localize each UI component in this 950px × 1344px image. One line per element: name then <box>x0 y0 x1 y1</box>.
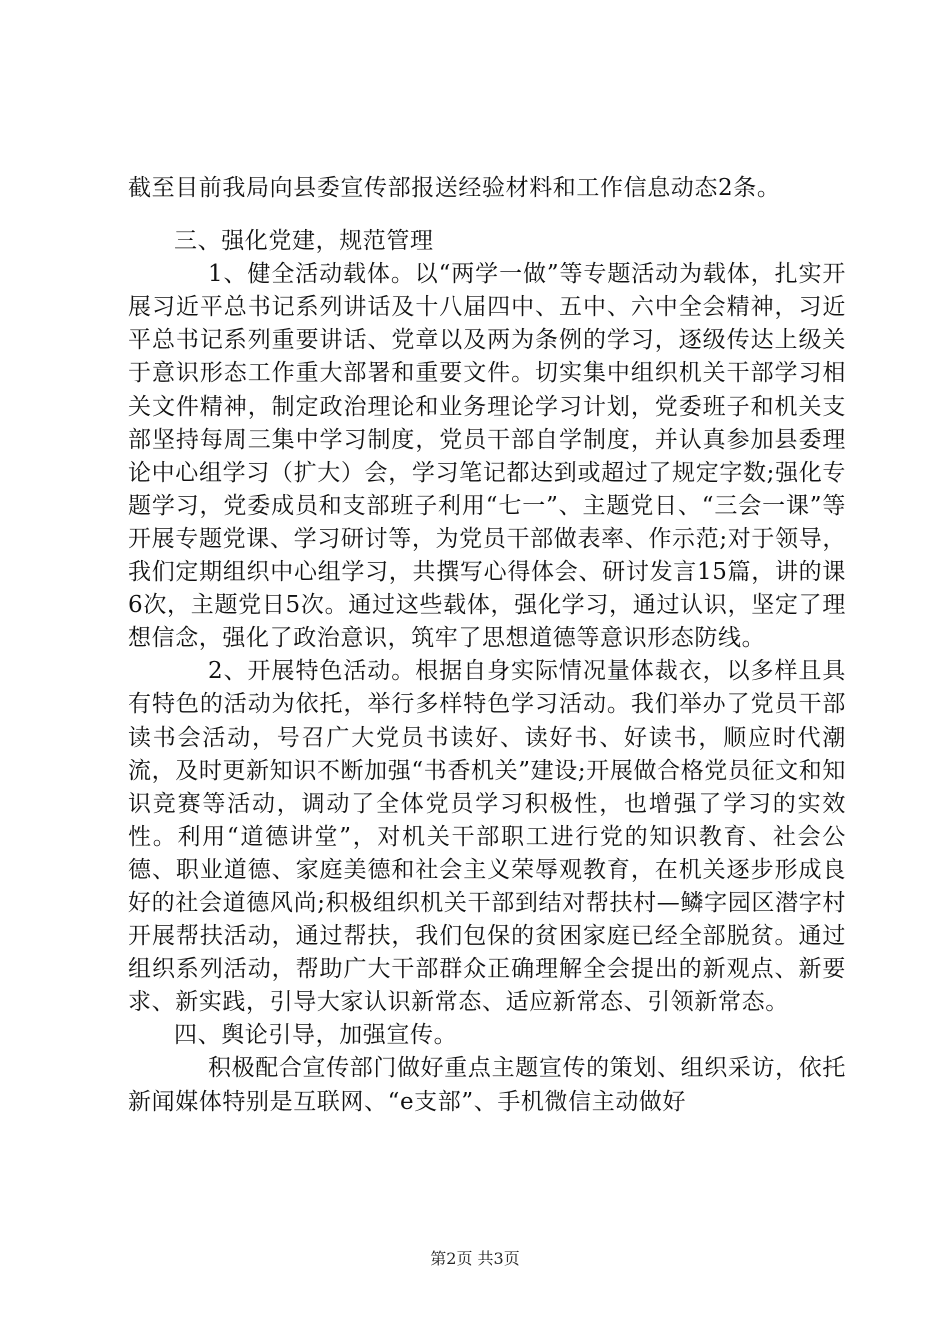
paragraph-activity-carrier: 1、健全活动载体。以“两学一做”等专题活动为载体，扎实开展习近平总书记系列讲话及十八届四中、五中、六中全会精神，习近平总书记系列重要讲话、党章以及两为条例的学习，逐级传达上级关于意识形态工作重大部署和重要文件。切实集中组织机关干部学习相关文件精神，制定政治理论和业务理论学习计划，党委班子和机关支部坚持每周三集中学习制度，党员干部自学制度，并认真参加县委理论中心组学习（扩大）会，学习笔记都达到或超过了规定字数;强化专题学习，党委成员和支部班子利用“七一”、主题党日、“三会一课”等开展专题党课、学习研讨等，为党员干部做表率、作示范;对于领导，我们定期组织中心组学习，共撰写心得体会、研讨发言15篇，讲的课6次，主题党日5次。通过这些载体，强化学习，通过认识，坚定了理想信念，强化了政治意识，筑牢了思想道德等意识形态防线。 <box>128 261 846 652</box>
paragraph-special-activities: 2、开展特色活动。根据自身实际情况量体裁衣，以多样且具有特色的活动为依托，举行多样特色学习活动。我们举办了党员干部读书会活动，号召广大党员书读好、读好书、好读书，顺应时代潮流，及时更新知识不断加强“书香机关”建设;开展做合格党员征文和知识竞赛等活动，调动了全体党员学习积极性，也增强了学习的实效性。利用“道德讲堂”，对机关干部职工进行党的知识教育、社会公德、职业道德、家庭美德和社会主义荣辱观教育，在机关逐步形成良好的社会道德风尚;积极组织机关干部到结对帮扶村—鳞字园区潜字村开展帮扶活动，通过帮扶，我们包保的贫困家庭已经全部脱贫。通过组织系列活动，帮助广大干部群众正确理解全会提出的新观点、新要求、新实践，引导大家认识新常态、适应新常态、引领新常态。 <box>128 658 846 1016</box>
section-heading-4: 四、舆论引导，加强宣传。 <box>174 1022 458 1049</box>
document-body <box>128 172 846 1119</box>
paragraph-publicity: 积极配合宣传部门做好重点主题宣传的策划、组织采访，依托新闻媒体特别是互联网、“e支部”、手机微信主动做好 <box>128 1055 846 1115</box>
section-heading-3: 三、强化党建，规范管理 <box>174 228 434 255</box>
paragraph-continuation: 截至目前我局向县委宣传部报送经验材料和工作信息动态2条。 <box>128 175 781 201</box>
page-footer: 第2页 共3页 <box>430 1249 520 1268</box>
